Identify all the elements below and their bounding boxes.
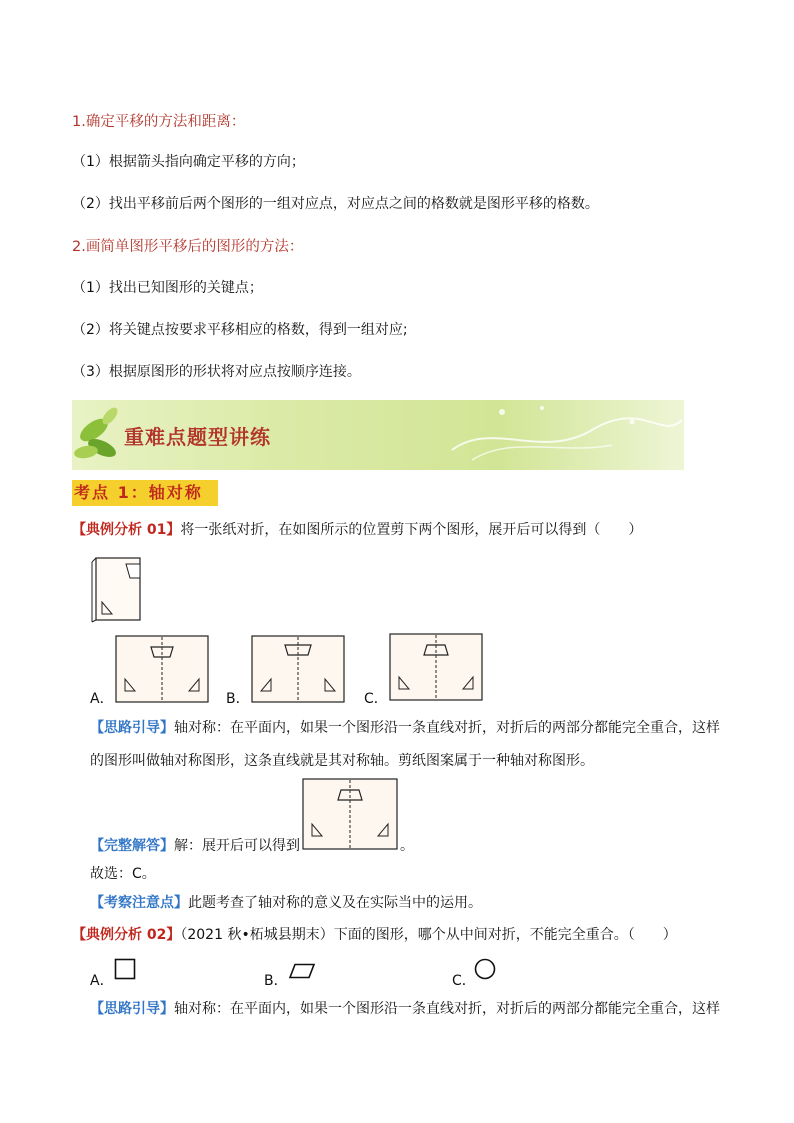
section2-item-2: （2）将关键点按要求平移相应的格数，得到一组对应; bbox=[72, 322, 408, 338]
example1-answer-figure bbox=[302, 778, 398, 850]
example2-question: （2021 秋•柘城县期末）下面的图形，哪个从中间对折，不能完全重合。（ ） bbox=[180, 927, 677, 943]
example2-hint-tag: 【思路引导】 bbox=[90, 1001, 174, 1017]
example1-hint-line2: 的图形叫做轴对称图形，这条直线就是其对称轴。剪纸图案属于一种轴对称图形。 bbox=[90, 753, 594, 769]
section1-item-1: （1）根据箭头指向确定平移的方向； bbox=[72, 154, 305, 170]
section1-item-2: （2）找出平移前后两个图形的一组对应点，对应点之间的格数就是图形平移的格数。 bbox=[72, 196, 599, 212]
folded-paper-figure bbox=[90, 556, 146, 624]
example1-option-b-figure bbox=[251, 635, 345, 703]
example1-question-line bbox=[72, 519, 642, 539]
example1-note-tag: 【考察注意点】 bbox=[90, 895, 188, 911]
section2-item-1: （1）找出已知图形的关键点； bbox=[72, 280, 263, 296]
kaodian-label: 考点 1：轴对称 bbox=[72, 480, 218, 506]
example2-option-a-label: A． bbox=[90, 973, 114, 989]
example2-hint-line1 bbox=[90, 998, 720, 1018]
section-banner bbox=[72, 400, 684, 470]
example1-hint-line1 bbox=[90, 717, 720, 737]
example2-tag: 【典例分析 02】 bbox=[72, 927, 181, 943]
example1-note-text: 此题考查了轴对称的意义及在实际当中的运用。 bbox=[188, 895, 482, 911]
square-shape-icon bbox=[114, 958, 136, 980]
example2-option-b-label: B． bbox=[264, 973, 288, 989]
example1-hint-text-1: 轴对称：在平面内，如果一个图形沿一条直线对折，对折后的两部分都能完全重合，这样 bbox=[174, 720, 720, 736]
example1-hint-tag: 【思路引导】 bbox=[90, 720, 174, 736]
example1-answer-line bbox=[90, 835, 300, 855]
example2-option-c-label: C． bbox=[452, 973, 476, 989]
example2-hint-text-1: 轴对称：在平面内，如果一个图形沿一条直线对折，对折后的两部分都能完全重合，这样 bbox=[174, 1001, 720, 1017]
example2-question-line bbox=[72, 924, 677, 944]
example1-question: 将一张纸对折，在如图所示的位置剪下两个图形，展开后可以得到（ ） bbox=[180, 522, 643, 538]
example1-tag: 【典例分析 01】 bbox=[72, 522, 181, 538]
example1-note-line bbox=[90, 892, 482, 912]
example1-option-c-figure bbox=[389, 633, 483, 701]
example1-option-b-label: B． bbox=[226, 691, 250, 707]
example1-answer-tag: 【完整解答】 bbox=[90, 838, 174, 854]
section1-heading: 1.确定平移的方法和距离： bbox=[72, 114, 246, 130]
section2-heading: 2.画简单图形平移后的图形的方法： bbox=[72, 239, 304, 255]
example1-answer-text: 解：展开后可以得到 bbox=[174, 838, 300, 854]
section2-item-3: （3）根据原图形的形状将对应点按顺序连接。 bbox=[72, 364, 361, 380]
example1-option-a-label: A． bbox=[90, 691, 114, 707]
circle-shape-icon bbox=[474, 958, 496, 980]
example1-option-a-figure bbox=[115, 635, 209, 703]
example1-answer-end: 。 bbox=[400, 838, 414, 854]
example1-choice: 故选：C。 bbox=[90, 866, 156, 882]
example1-option-c-label: C． bbox=[364, 691, 388, 707]
parallelogram-shape-icon bbox=[288, 963, 316, 979]
banner-title: 重难点题型讲练 bbox=[124, 425, 271, 449]
